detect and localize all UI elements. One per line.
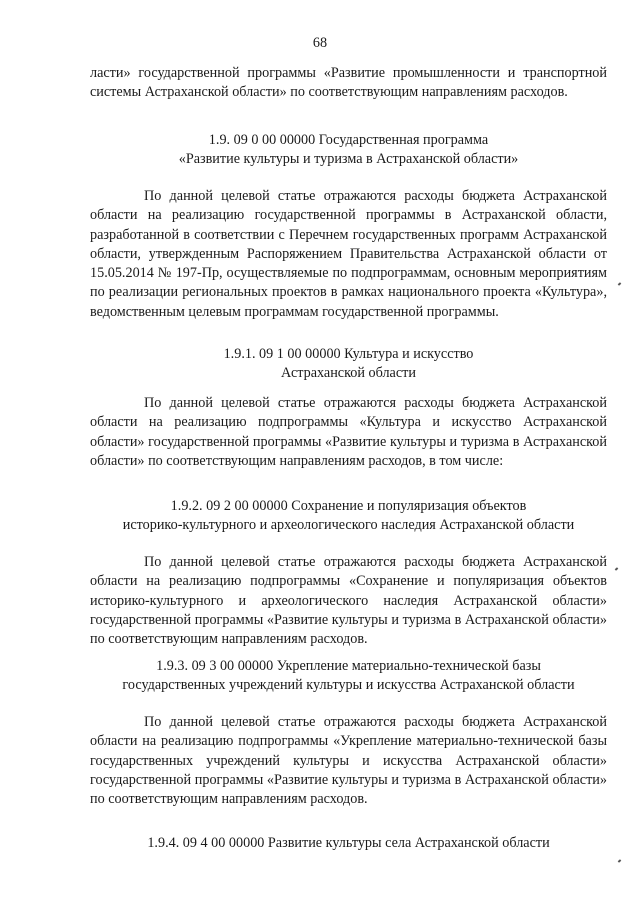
section-1-9-paragraph: По данной целевой статье отражаются расходы бюджета Астраханской области на реализацию государственной программы в Астраханской области, разработанной в соответствии с Перечнем государственных программ Астраханской области, утвержденным Распоряжением Правительства Астраханской области от 15.05.2014 № 197-Пр, осуществляемые по подпрограммам, основным мероприятиям по реализации региональных проектов в рамках национального проекта «Культура», ведомственным целевым программам государственной программы. (90, 188, 607, 320)
section-1-9-1-paragraph: По данной целевой статье отражаются расходы бюджета Астраханской области на реализацию подпрограммы «Культура и искусство Астраханской области» государственной программы «Развитие культуры и туризма в Астраханской области» по соответствующим направлениям расходов, в том числе: (90, 395, 607, 469)
section-1-9-3-heading-line1: 1.9.3. 09 3 00 00000 Укрепление материально-технической базы (156, 658, 541, 674)
section-1-9-2-paragraph: По данной целевой статье отражаются расходы бюджета Астраханской области на реализацию подпрограммы «Сохранение и популяризация объектов историко-культурного и археологического наследия Астраханской области» государственной программы «Развитие культуры и туризма в Астраханской области» по соответствующим направлениям расходов. (90, 554, 607, 648)
section-1-9-3-heading (90, 657, 607, 696)
section-1-9-2-heading (90, 497, 607, 536)
section-1-9-1-heading (90, 345, 607, 384)
scan-speck (618, 282, 622, 285)
section-1-9-3-paragraph: По данной целевой статье отражаются расходы бюджета Астраханской области на реализацию подпрограммы «Укрепление материально-технической базы государственных учреждений культуры и искусства Астраханской области» государственной программы «Развитие культуры и туризма в Астраханской области» по соответствующим направлениям расходов. (90, 714, 607, 808)
scan-speck (615, 567, 619, 570)
scan-speck (618, 859, 622, 862)
section-1-9-3-heading-line2: государственных учреждений культуры и искусства Астраханской области (122, 677, 575, 694)
section-1-9-heading-line2: «Развитие культуры и туризма в Астраханской области» (178, 151, 519, 168)
intro-paragraph: ласти» государственной программы «Развитие промышленности и транспортной системы Астраханской области» по соответствующим направлениям расходов. (90, 65, 607, 101)
section-1-9-2-heading-line1: 1.9.2. 09 2 00 00000 Сохранение и популяризация объектов (170, 498, 527, 514)
section-1-9-heading (90, 131, 607, 170)
section-1-9-2-heading-line2: историко-культурного и археологического наследия Астраханской области (122, 517, 575, 534)
section-1-9-1-heading-line2: Астраханской области (281, 365, 416, 382)
section-1-9-4-heading: 1.9.4. 09 4 00 00000 Развитие культуры села Астраханской области (147, 835, 550, 851)
section-1-9-heading-line1: 1.9. 09 0 00 00000 Государственная программа (208, 132, 489, 148)
page-number: 68 (312, 35, 328, 51)
section-1-9-1-heading-line1: 1.9.1. 09 1 00 00000 Культура и искусство (223, 346, 474, 362)
